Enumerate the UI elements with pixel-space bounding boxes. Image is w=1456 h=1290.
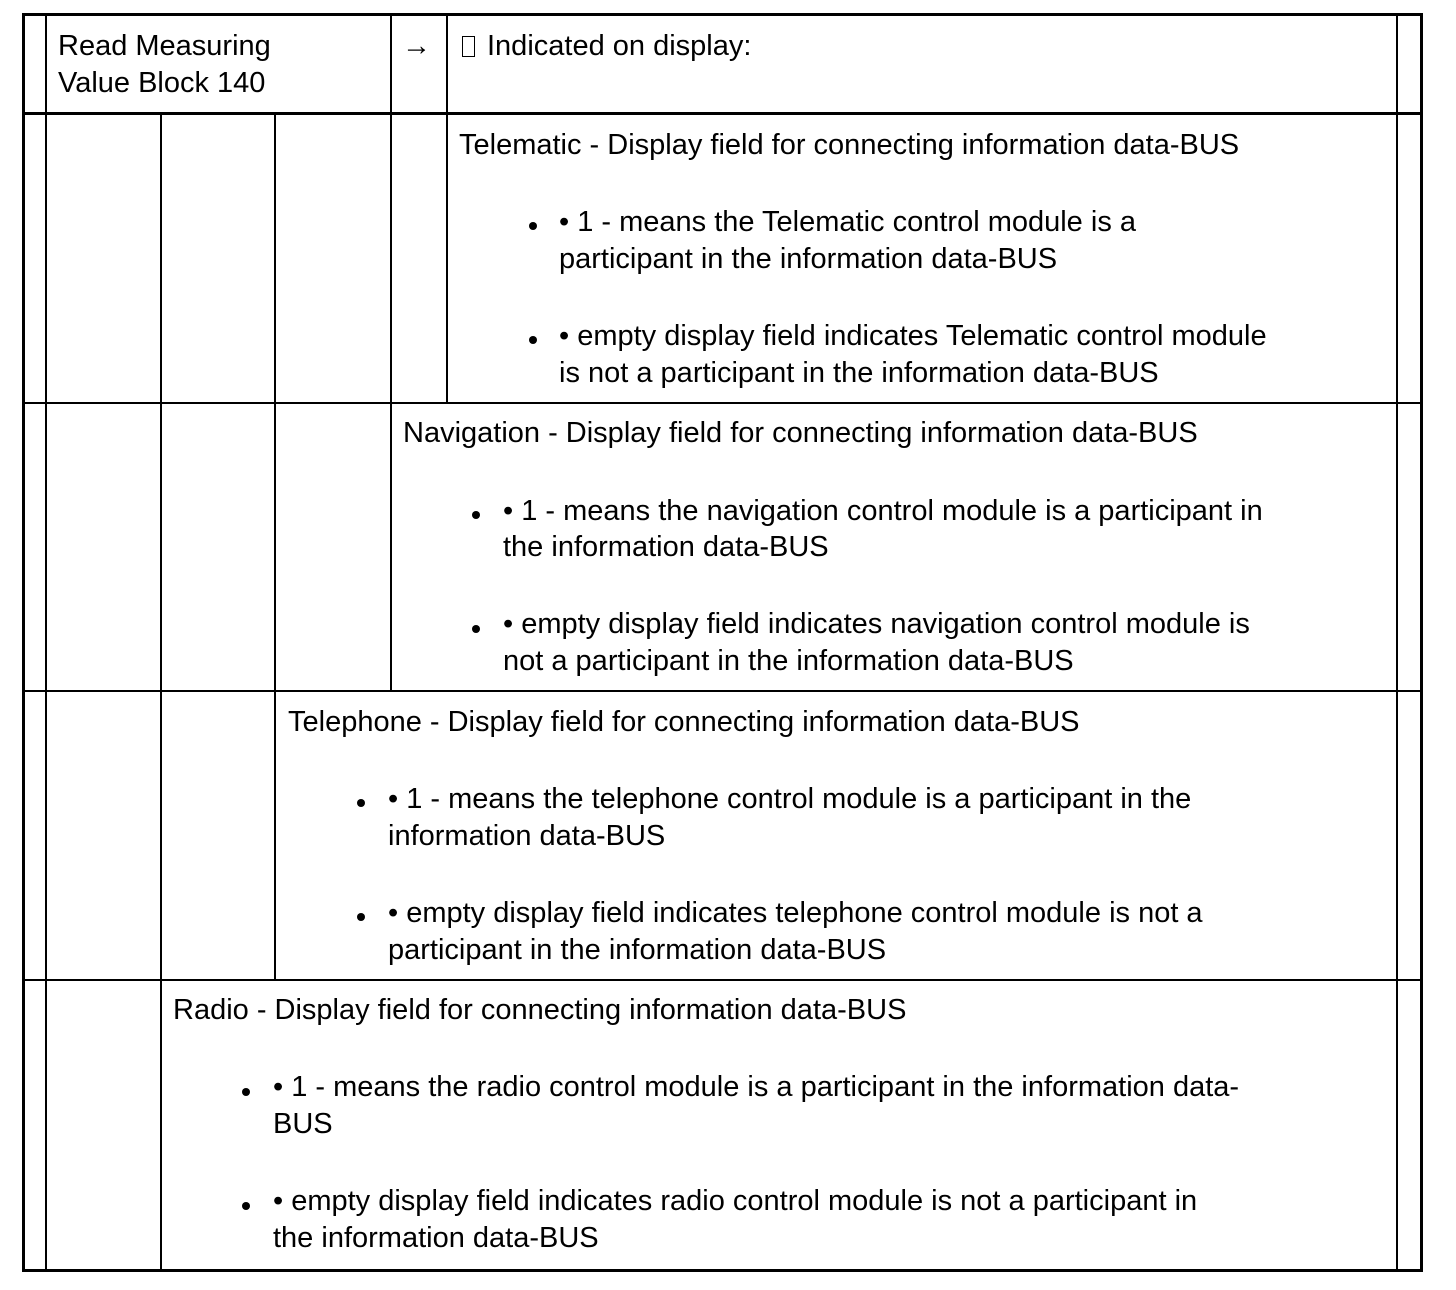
row-divider-header bbox=[22, 112, 1423, 115]
telephone-bullet-1-line2: information data-BUS bbox=[388, 820, 666, 852]
header-divider-label bbox=[390, 13, 392, 404]
bullet-icon bbox=[242, 1088, 250, 1096]
navigation-bullet-1-line2: the information data-BUS bbox=[503, 531, 829, 563]
navigation-bullet-2-line1: • empty display field indicates navigation control module is bbox=[503, 608, 1250, 640]
inner-left-margin-line bbox=[45, 13, 47, 1272]
bullet-icon bbox=[472, 511, 480, 519]
indent-line-1 bbox=[160, 113, 162, 1272]
header-divider-arrow bbox=[446, 13, 448, 404]
outer-border-right bbox=[1420, 13, 1423, 1272]
radio-title: Radio - Display field for connecting information data-BUS bbox=[173, 994, 907, 1026]
block-label-line1: Read Measuring bbox=[58, 30, 271, 62]
bullet-icon bbox=[529, 222, 537, 230]
block-label-line2: Value Block 140 bbox=[58, 67, 266, 99]
telematic-bullet-2-line1: • empty display field indicates Telematic control module bbox=[559, 320, 1267, 352]
outer-border-bottom bbox=[22, 1269, 1423, 1272]
inner-right-margin-line bbox=[1396, 13, 1398, 1272]
row-divider-3 bbox=[22, 979, 1423, 981]
bullet-icon bbox=[357, 799, 365, 807]
arrow-symbol: → bbox=[402, 30, 431, 62]
outer-border-left bbox=[22, 13, 25, 1272]
indicated-label: Indicated on display: bbox=[487, 30, 752, 62]
bullet-icon bbox=[529, 336, 537, 344]
radio-bullet-1-line1: • 1 - means the radio control module is a participant in the information data- bbox=[273, 1071, 1240, 1103]
row-divider-2 bbox=[22, 690, 1423, 692]
telematic-bullet-1-line1: • 1 - means the Telematic control module is a bbox=[559, 206, 1136, 238]
indicated-cell bbox=[462, 28, 751, 65]
row-divider-1 bbox=[22, 402, 1423, 404]
bullet-icon bbox=[242, 1202, 250, 1210]
radio-bullet-1-line2: BUS bbox=[273, 1108, 333, 1140]
telephone-title: Telephone - Display field for connecting information data-BUS bbox=[288, 706, 1080, 738]
indent-line-3 bbox=[390, 402, 392, 692]
radio-bullet-2-line1: • empty display field indicates radio control module is not a participant in bbox=[273, 1185, 1198, 1217]
navigation-title: Navigation - Display field for connecting information data-BUS bbox=[403, 417, 1198, 449]
telephone-bullet-1-line1: • 1 - means the telephone control module is a participant in the bbox=[388, 783, 1192, 815]
navigation-bullet-1-line1: • 1 - means the navigation control module is a participant in bbox=[503, 495, 1263, 527]
radio-bullet-2-line2: the information data-BUS bbox=[273, 1222, 599, 1254]
bullet-icon bbox=[472, 625, 480, 633]
telematic-bullet-1-line2: participant in the information data-BUS bbox=[559, 243, 1058, 275]
outer-border-top bbox=[22, 13, 1423, 16]
indent-line-2 bbox=[274, 113, 276, 981]
navigation-bullet-2-line2: not a participant in the information data-BUS bbox=[503, 645, 1074, 677]
telephone-bullet-2-line1: • empty display field indicates telephone control module is not a bbox=[388, 897, 1203, 929]
telematic-bullet-2-line2: is not a participant in the information data-BUS bbox=[559, 357, 1159, 389]
telematic-title: Telematic - Display field for connecting information data-BUS bbox=[459, 129, 1240, 161]
checkbox-icon bbox=[462, 36, 475, 57]
bullet-icon bbox=[357, 913, 365, 921]
telephone-bullet-2-line2: participant in the information data-BUS bbox=[388, 934, 887, 966]
